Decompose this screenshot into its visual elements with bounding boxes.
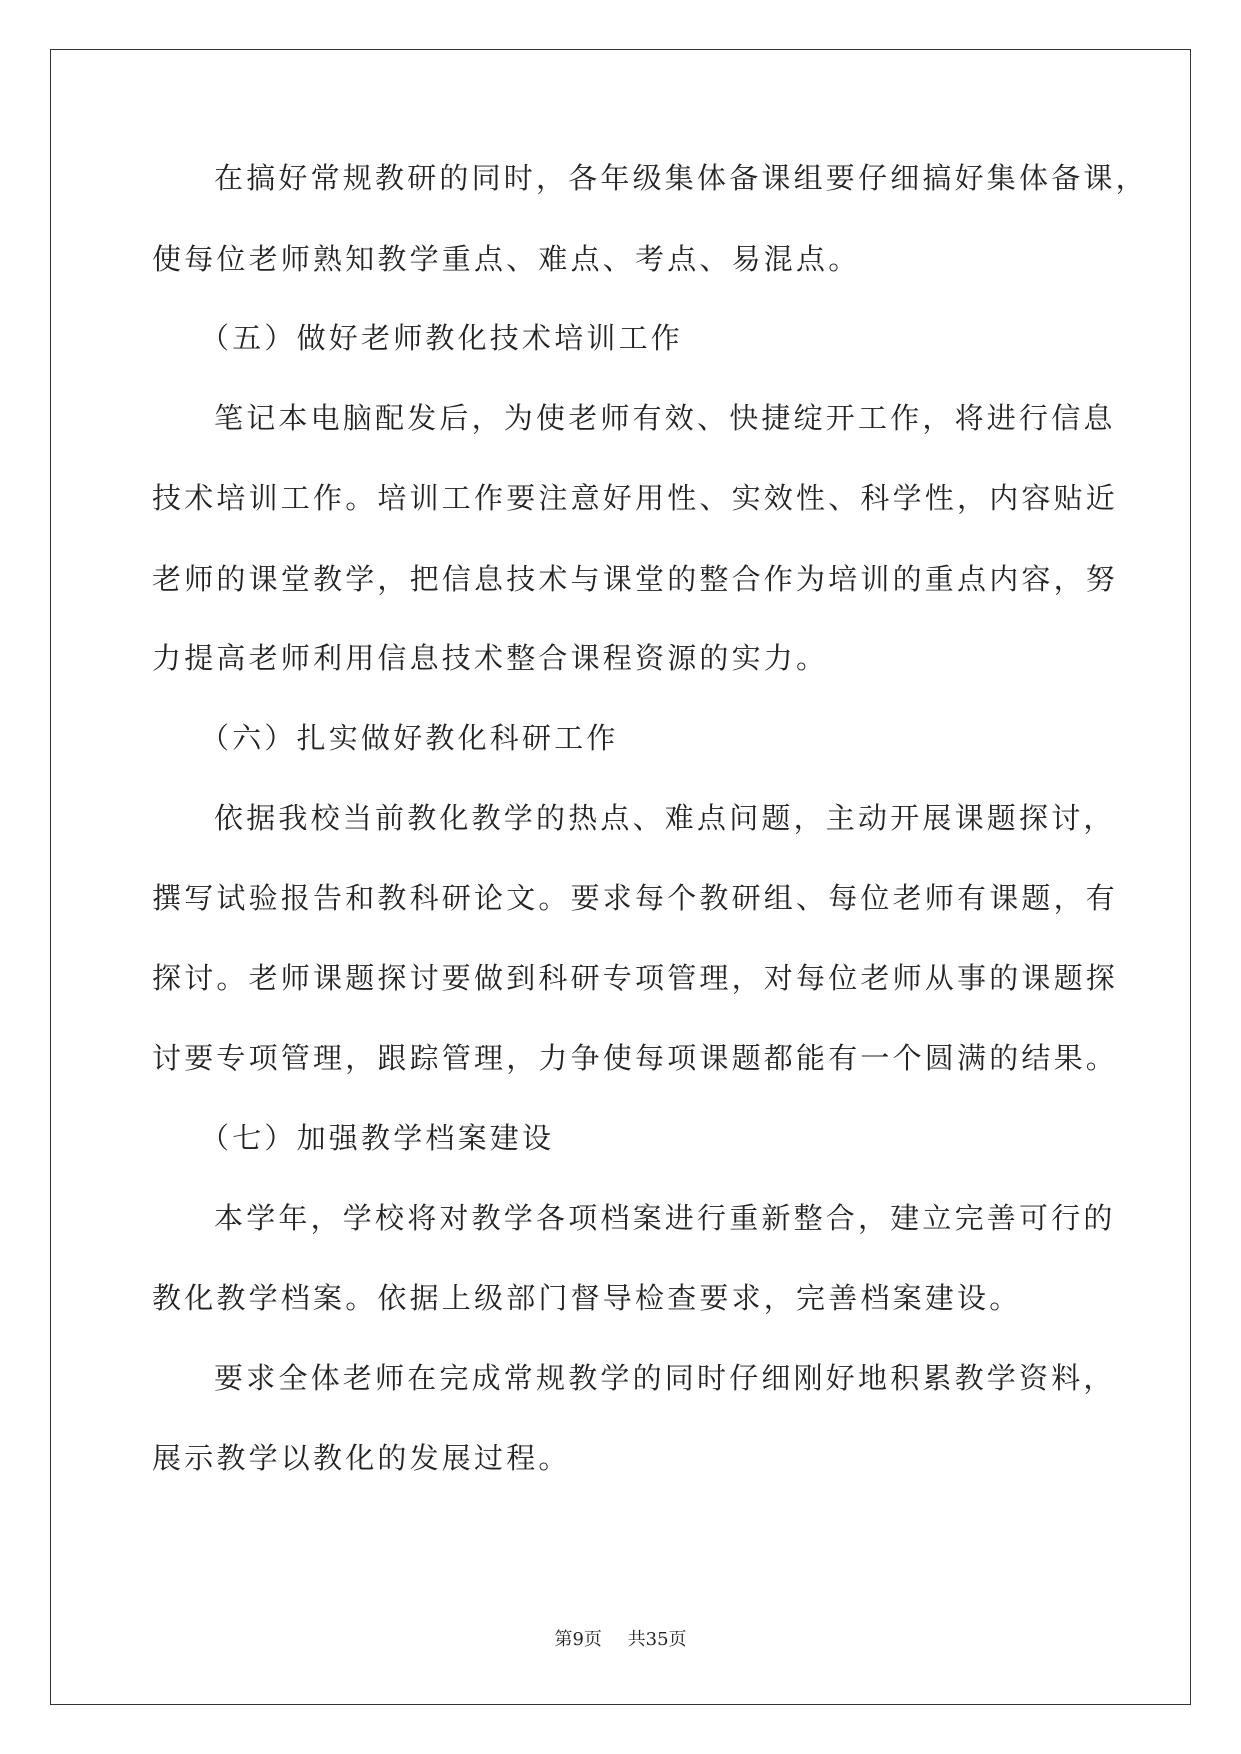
paragraph-line: 教化教学档案。依据上级部门督导检查要求，完善档案建设。 [152, 1281, 1022, 1315]
paragraph-line: 技术培训工作。培训工作要注意好用性、实效性、科学性，内容贴近 [152, 481, 1119, 515]
paragraph-line: 笔记本电脑配发后，为使老师有效、快捷绽开工作，将进行信息 [214, 401, 1116, 435]
section-heading: （七）加强教学档案建设 [200, 1121, 555, 1155]
paragraph-line: 展示教学以教化的发展过程。 [152, 1441, 571, 1475]
section-heading: （五）做好老师教化技术培训工作 [200, 321, 684, 355]
section-heading: （六）扎实做好教化科研工作 [200, 721, 619, 755]
paragraph-line: 老师的课堂教学，把信息技术与课堂的整合作为培训的重点内容，努 [152, 562, 1119, 596]
page-footer [0, 1628, 1241, 1652]
paragraph-line: 使每位老师熟知教学重点、难点、考点、易混点。 [152, 242, 861, 276]
paragraph-line: 撰写试验报告和教科研论文。要求每个教研组、每位老师有课题，有 [152, 881, 1119, 915]
paragraph-line: 依据我校当前教化教学的热点、难点问题，主动开展课题探讨， [214, 801, 1116, 835]
total-pages: 共35页 [627, 1629, 687, 1650]
paragraph-line: 在搞好常规教研的同时，各年级集体备课组要仔细搞好集体备课， [214, 161, 1148, 195]
page-number: 第9页 [554, 1629, 602, 1650]
paragraph-line: 力提高老师利用信息技术整合课程资源的实力。 [152, 641, 829, 675]
paragraph-line: 讨要专项管理，跟踪管理，力争使每项课题都能有一个圆满的结果。 [152, 1041, 1119, 1075]
paragraph-line: 探讨。老师课题探讨要做到科研专项管理，对每位老师从事的课题探 [152, 961, 1119, 995]
paragraph-line: 本学年，学校将对教学各项档案进行重新整合，建立完善可行的 [214, 1201, 1116, 1235]
paragraph-line: 要求全体老师在完成常规教学的同时仔细刚好地积累教学资料， [214, 1361, 1116, 1395]
